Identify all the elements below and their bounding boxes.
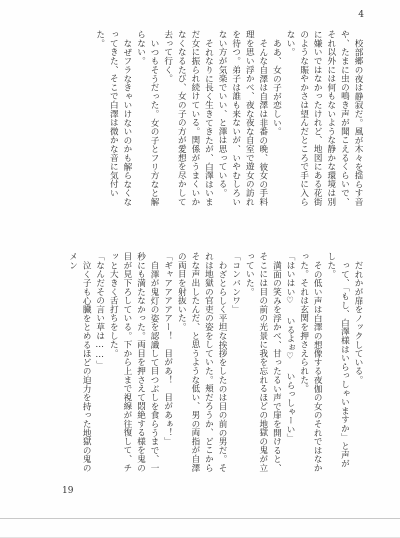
paragraph: なぜフラなきゃいけないのかも解らなくなってきた、そこで白澤は微かな音に気付いた。	[94, 30, 132, 206]
paragraph: 満面の笑みを浮かべ、甘ったるい声で扉を開けると、そこには目の前の光景に我を忘れるほどの地獄の鬼が立っていた。	[244, 252, 282, 472]
page-number-top: 4	[358, 10, 364, 20]
paragraph: それなりに長く生きてきたが、白澤はいまだ女に振られ続けている。関係がうまくいかなくなるたび、女の子の方が愛想を尽かして去って行く。	[162, 30, 214, 206]
paragraph: 「なんだその言い草は……」	[94, 252, 105, 370]
text-block-upper	[64, 30, 364, 212]
page-number-bottom: 19	[62, 486, 74, 496]
paragraph: 自澤が鬼灯の姿を認識して目つぶしを食らうまで、一秒にも満たなかった。両目を押さえて悶絶する様を鬼の目が見下ろしている。下から上まで視線が往復して、チッと大きく舌打ちをした。	[108, 252, 160, 472]
paragraph: わざとらしく平坦な挨拶をしたのは目の前の男だ。それは地獄の官吏の姿をしていた。頬だろうか、どこからそな声出したんだ、と思うような低い、男の両指が自澤の両目を射抜いた。	[176, 252, 228, 472]
page-divider	[0, 518, 400, 519]
paragraph: 泣く子も心臓をとめるほどの迫力を持った地獄の鬼のメン	[67, 252, 92, 472]
paragraph: 「コンバンワ」	[230, 252, 241, 314]
paragraph: 「はいはい♡ いるよぉ♡ いらっしゃーい」	[285, 252, 296, 443]
paragraph: ああ、女の子が恋しい。	[271, 38, 282, 136]
text-block-lower	[64, 252, 364, 476]
paragraph: 校部郷の夜は静寂だ。風が木々を揺らす音や、たまに虫の鳴き声が聞こえるくらいで、それ以外には何もないような静かな環境は別に嫌いではなかったけれど、地図にある花街のような賑やかさは望んだところで手に入らない。	[285, 30, 363, 206]
paragraph: 「ギャアアアアアー！ 目があ！ 目があぁ！」	[162, 252, 173, 446]
paragraph: って、「もし、白澤様はいらっしゃいますか」と声がした。	[325, 252, 350, 468]
paragraph: そんな自澤は自澤は非番の晩、彼女の手料理を思い浮かべ、夜な夜な自室で遊女の訪れを待つ。弟子は誰も来ないが、いやむしろいない方が気楽でいい、と澤は思っている。	[217, 30, 268, 206]
paragraph: いつもそうだった。女の子とフリ方なと解らない。	[135, 30, 160, 206]
paragraph: だれかが扉をノックしている。	[353, 260, 363, 384]
paragraph: その低い声は白澤の想像する夜伽の女のそれではなかった。それは玄関を押さえられた。	[298, 252, 323, 472]
